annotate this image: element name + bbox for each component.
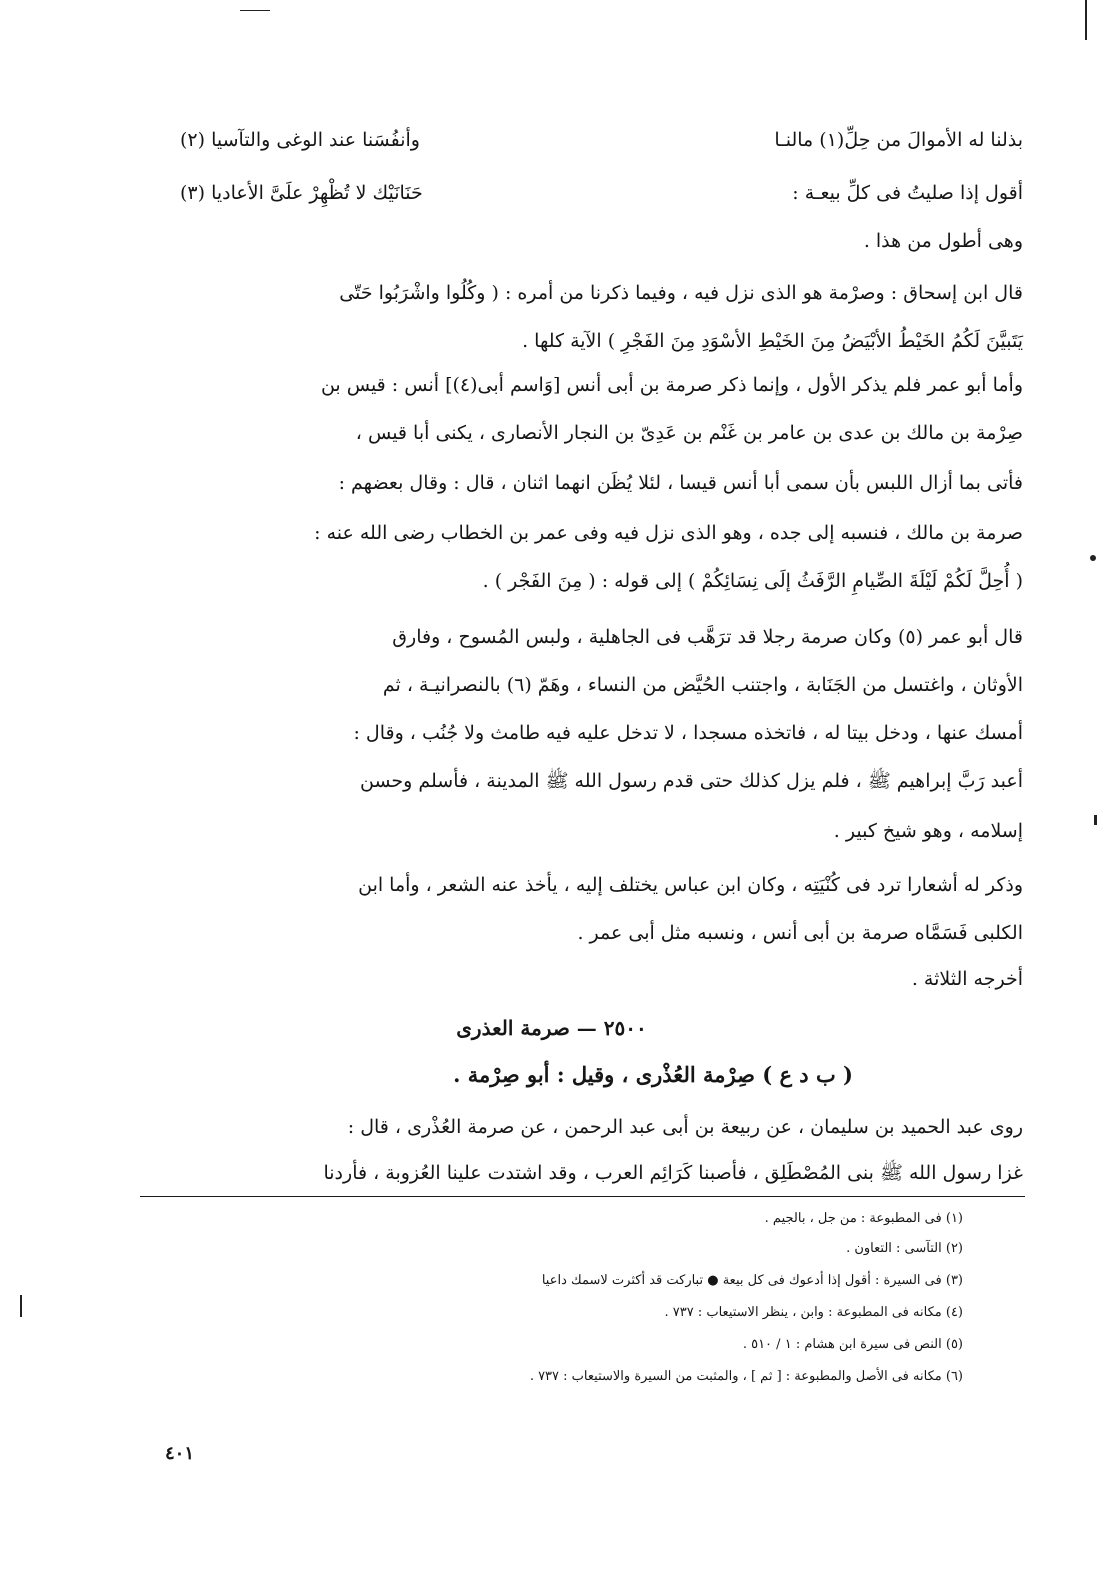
verse-1-left-hemistich: وأنفُسَنا عند الوغى والتآسيا (٢) xyxy=(180,129,420,151)
footnote: (٥) النص فى سيرة ابن هشام : ١ / ٥١٠ . xyxy=(742,1337,963,1352)
paragraph-line: أعبد رَبَّ إبراهيم ﷺ ، فلم يزل كذلك حتى قدم رسول الله ﷺ المدينة ، فأسلم وحسن xyxy=(359,770,1023,792)
footnote: (٤) مكانه فى المطبوعة : وابن ، ينظر الاستيعاب : ٧٣٧ . xyxy=(664,1305,963,1320)
footnote: (١) فى المطبوعة : من جل ، بالجيم . xyxy=(764,1211,963,1226)
paragraph-line: وأما أبو عمر فلم يذكر الأول ، وإنما ذكر صرمة بن أبى أنس [وَاسم أبى(٤)] أنس : قيس بن xyxy=(320,374,1023,396)
paragraph-line: الكلبى فَسَمَّاه صرمة بن أبى أنس ، ونسبه مثل أبى عمر . xyxy=(577,922,1023,944)
scan-artifact xyxy=(1085,0,1087,40)
paragraph-line: أخرجه الثلاثة . xyxy=(911,968,1023,990)
paragraph-line: فأتى بما أزال اللبس بأن سمى أبا أنس قيسا ، لئلا يُظَن انهما اثنان ، قال : وقال بعضهم : xyxy=(338,472,1023,494)
verse-2-left-hemistich: حَنَانَيْك لا تُظْهِرْ علَىَّ الأعاديا (٣) xyxy=(180,182,423,204)
paragraph-line: قال ابن إسحاق : وصرْمة هو الذى نزل فيه ، وفيما ذكرنا من أمره : ( وكُلُوا واشْرَبُوا حَتّى xyxy=(339,282,1023,304)
footnote: (٣) فى السيرة : أقول إذا أدعوك فى كل بيعة ● تباركت قد أكثرت لاسمك داعيا xyxy=(541,1273,963,1288)
after-verses-line: وهى أطول من هذا . xyxy=(863,230,1023,252)
entry-heading: ٢٥٠٠ — صرمة العذرى xyxy=(456,1016,647,1040)
scan-artifact xyxy=(1090,555,1096,561)
paragraph-line: ( أُحِلَّ لَكُمْ لَيْلَةَ الصِّيامِ الرَّفَثُ إلَى نِسَائِكُمْ ) إلى قوله : ( مِنَ الفَجْر ) . xyxy=(482,570,1023,592)
paragraph-line: صرمة بن مالك ، فنسبه إلى جده ، وهو الذى نزل فيه وفى عمر بن الخطاب رضى الله عنه : xyxy=(314,522,1023,544)
verse-1-right-hemistich: بذلنا له الأموالَ من حِلِّ(١) مالنـا xyxy=(774,129,1023,151)
paragraph-line: إسلامه ، وهو شيخ كبير . xyxy=(833,820,1023,842)
footnote-separator xyxy=(140,1196,1025,1197)
paragraph-line: صِرْمة بن مالك بن عدى بن عامر بن غَنْم بن عَدِىّ بن النجار الأنصارى ، يكنى أبا قيس ، xyxy=(355,422,1023,444)
entry-subheading: ( ب د ع ) صِرْمة العُذْرى ، وقيل : أبو صِرْمة . xyxy=(453,1062,853,1087)
scan-artifact xyxy=(1094,815,1097,825)
paragraph-line: غزا رسول الله ﷺ بنى المُصْطَلِق ، فأصبنا كَرَائِم العرب ، وقد اشتدت علينا العُزوبة ، فأردنا xyxy=(323,1162,1023,1184)
paragraph-line: وذكر له أشعارا ترد فى كُنْيَتِه ، وكان ابن عباس يختلف إليه ، يأخذ عنه الشعر ، وأما ابن xyxy=(358,874,1023,896)
footnote: (٢) التآسى : التعاون . xyxy=(846,1241,963,1256)
footnote: (٦) مكانه فى الأصل والمطبوعة : [ ثم ] ، والمثبت من السيرة والاستيعاب : ٧٣٧ . xyxy=(529,1369,963,1384)
scan-artifact xyxy=(240,10,270,11)
paragraph-line: أمسك عنها ، ودخل بيتا له ، فاتخذه مسجدا ، لا تدخل عليه فيه طامث ولا جُنُب ، وقال : xyxy=(353,722,1023,744)
paragraph-line: روى عبد الحميد بن سليمان ، عن ربيعة بن أبى عبد الرحمن ، عن صرمة العُذْرى ، قال : xyxy=(347,1116,1023,1138)
paragraph-line: قال أبو عمر (٥) وكان صرمة رجلا قد ترَهَّب فى الجاهلية ، ولبس المُسوح ، وفارق xyxy=(392,626,1023,648)
verse-2-right-hemistich: أقول إذا صليتُ فى كلِّ بيعـة : xyxy=(792,182,1023,204)
scan-artifact xyxy=(20,1295,22,1317)
paragraph-line: الأوثان ، واغتسل من الجَنَابة ، واجتنب الحُيَّض من النساء ، وهَمّ (٦) بالنصرانيـة ، ثم xyxy=(382,674,1023,696)
page-number: ٤٠١ xyxy=(165,1443,195,1464)
paragraph-line: يَتَبيَّنَ لَكُمُ الخَيْطُ الأبْيَضُ مِنَ الخَيْطِ الأسْوَدِ مِنَ الفَجْرِ ) الآية كلها . xyxy=(522,330,1023,352)
